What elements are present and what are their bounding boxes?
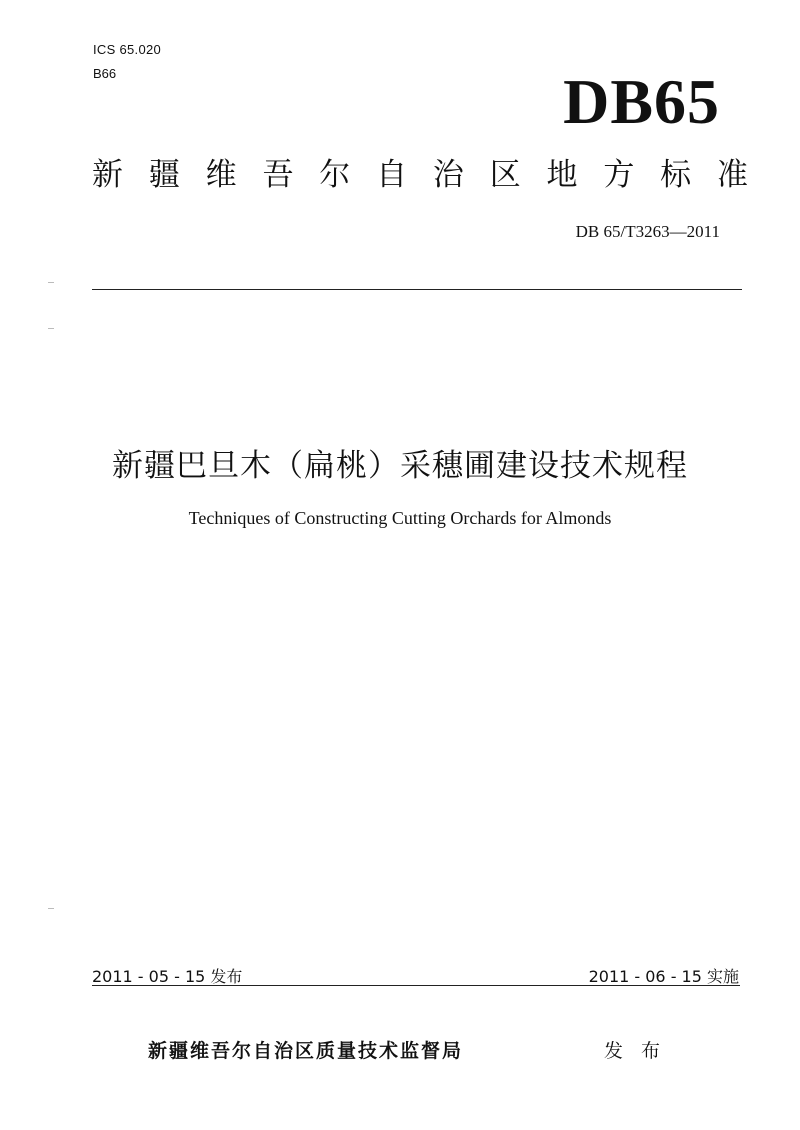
standard-type-char: 疆 — [148, 157, 180, 193]
footer-divider — [92, 985, 740, 986]
header-divider — [92, 289, 742, 290]
implementation-date: 2011 - 06 - 15 实施 — [588, 967, 739, 986]
standard-type-char: 区 — [489, 157, 521, 193]
scan-mark — [48, 282, 54, 283]
standard-type-char: 吾 — [262, 157, 294, 193]
standard-type-char: 尔 — [319, 157, 351, 193]
standard-type — [92, 157, 748, 193]
issue-label: 发 布 — [604, 1040, 667, 1062]
title-english: Techniques of Constructing Cutting Orchards for Almonds — [188, 508, 612, 528]
issue-date: 2011 - 05 - 15 发布 — [92, 967, 243, 986]
standard-type-char: 新 — [92, 157, 123, 193]
ics-code: ICS 65.020 — [93, 42, 162, 57]
scan-mark — [48, 908, 54, 909]
standard-type-char: 治 — [432, 157, 464, 193]
title-chinese: 新疆巴旦木（扁桃）采穗圃建设技术规程 — [112, 448, 688, 484]
standard-number: DB 65/T3263—2011 — [575, 222, 720, 241]
standard-type-char: 标 — [660, 157, 692, 193]
standard-type-char: 准 — [716, 157, 748, 193]
classification-code: B66 — [93, 66, 117, 81]
standard-type-char: 维 — [205, 157, 237, 193]
scan-mark — [48, 328, 54, 329]
standard-mark: DB65 — [563, 66, 720, 137]
standard-type-char: 地 — [546, 157, 578, 193]
standard-type-char: 方 — [603, 157, 635, 193]
issuing-authority: 新疆维吾尔自治区质量技术监督局 — [148, 1040, 464, 1062]
standard-type-char: 自 — [376, 157, 408, 193]
